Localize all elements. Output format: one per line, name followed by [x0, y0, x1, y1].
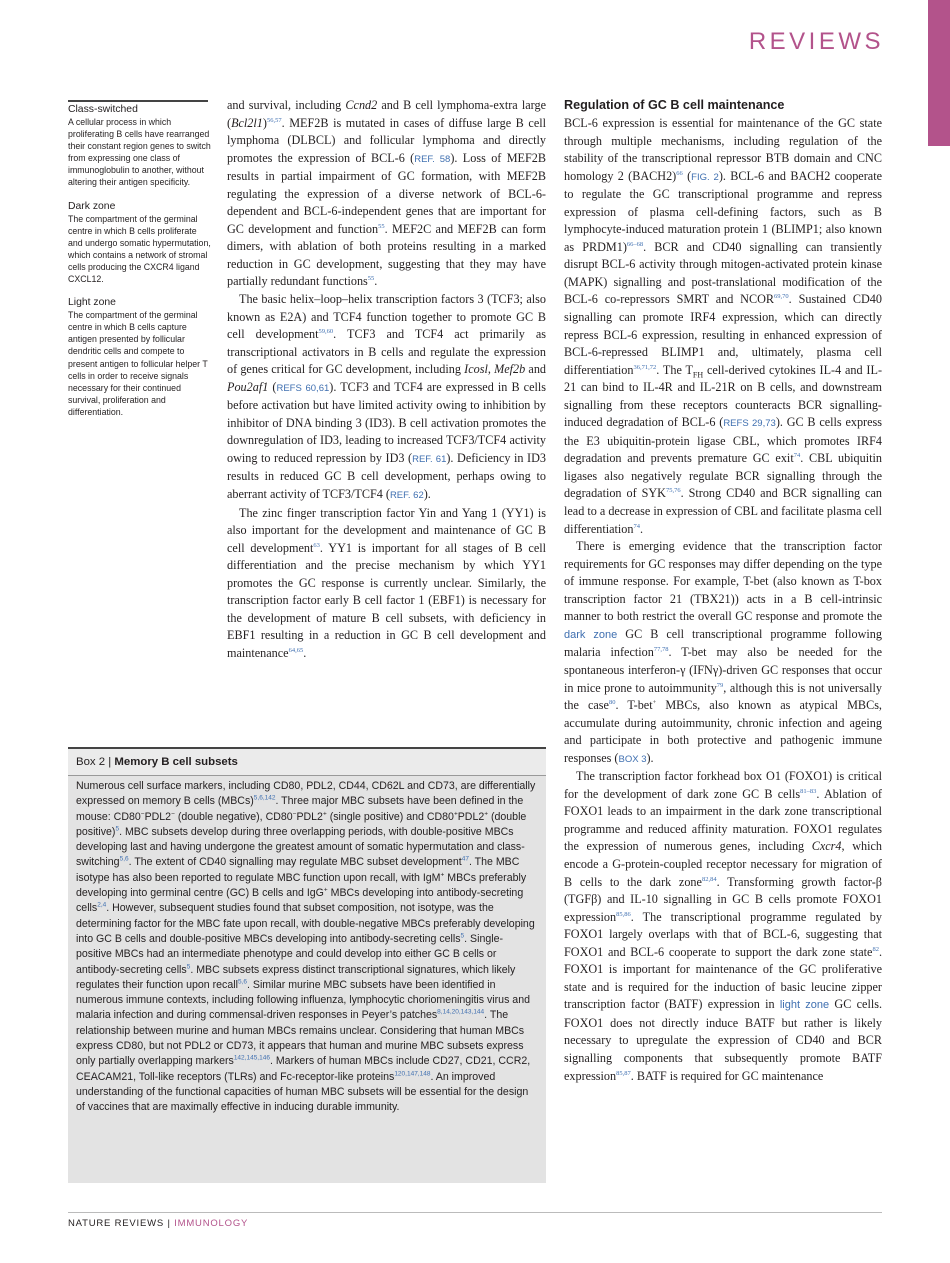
paragraph: The basic helix–loop–helix transcription factors 3 (TCF3; also known as E2A) and TCF4 function together to promote GC B cell development$^{59,60}$. TCF3 and TCF4 act primarily as transcriptional activators in B cells and regulate the expression of genes critical for GC development, including Icosl, Mef2b and Pou2af1 (REFS 60,61). TCF3 and TCF4 are expressed in B cells before activation but have limited activity owing to inhibition by inhibitor of DNA binding 3 (ID3). B cell activation promotes the downregulation of ID3, leading to increased TCF3/TCF4 activity owing to reduced repression by ID3 (REF. 61). Deficiency in ID3 results in reduced GC B cell development, perhaps owing to aberrant activity of TCF3/TCF4 (REF. 62).: [227, 292, 547, 502]
citation[interactable]: 74: [793, 452, 801, 460]
glossary-definition: The compartment of the germinal centre in which B cells proliferate and undergo somatic hypermutation, which contains a network of stromal cells producing the CXCR4 ligand CXCL12.: [68, 213, 211, 285]
section-header: REVIEWS: [748, 28, 884, 55]
ref-link[interactable]: REFS 60,61: [276, 382, 330, 394]
citation[interactable]: 55: [367, 275, 375, 283]
glossary-term: Dark zone: [68, 200, 116, 212]
citation[interactable]: 5: [460, 932, 465, 940]
citation[interactable]: 85,86: [616, 910, 631, 918]
ref-link[interactable]: REF. 61: [412, 453, 447, 465]
citation[interactable]: 2,4: [97, 901, 107, 909]
glossary-term: Class-switched: [68, 104, 138, 115]
box-2: [68, 747, 546, 1183]
box-2-title: Box 2 | Memory B cell subsets: [68, 747, 546, 776]
citation[interactable]: 55: [378, 222, 385, 230]
body-column-2: [564, 97, 882, 1085]
box-2-text: Numerous cell surface markers, including CD80, PDL2, CD44, CD62L and CD73, are differentially expressed on memory B cells (MBCs)$^{5,6,142}$. Three major MBC subsets have been defined in the mouse: CD80−PDL2− (double negative), CD80−PDL2+ (single positive) and CD80+PDL2+ (double positive)$^5$. MBC subsets develop during three overlapping periods, with double-positive MBCs developing last and having undergone the greatest amount of somatic hypermutation and class-switching$^{5,6}$. The extent of CD40 signalling may regulate MBC subset development$^{47}$. The MBC isotype has also been reported to regulate MBC function upon recall, with IgM+ MBCs preferably developing into germinal centre (GC) B cells and IgG+ MBCs developing into antibody-secreting cells$^{2,4}$. However, subsequent studies found that subset composition, not isotype, was the determining factor for the MBC fate upon recall, with double-negative MBCs preferably developing into GC B cells and double-positive MBCs developing into antibody-secreting cells$^5$. Single-positive MBCs had an intermediate phenotype and could develop into either GC B cells or antibody-secreting cells$^5$. MBC subsets express distinct transcriptional signatures, which likely regulates their function upon recall$^{5,6}$. Similar murine MBC subsets have been identified in numerous immune contexts, including following influenza, lymphocytic choriomeningitis virus and malaria infection and during commensal-driven responses in Peyer’s patches$^{8,14,20,143,144}$. The relationship between murine and human MBCs remains unclear. Considering that human MBCs express CD80, but not PDL2 or CD73, it appears that human and murine MBC subsets express only partially overlapping markers$^{142,145,146}$. Markers of human MBCs include CD27, CD21, CCR2, CEACAM21, Toll-like receptors (TLRs) and Fc-receptor-like proteins$^{120,147,148}$. An improved understanding of the functional capacities of human MBC subsets will be essential for the design of vaccines that are maximally effective in inducing durable immunity.: [76, 780, 536, 1114]
footer-subject: IMMUNOLOGY: [174, 1218, 249, 1229]
glossary-link[interactable]: dark zone: [564, 628, 618, 641]
citation[interactable]: 75,76: [665, 487, 681, 495]
citation[interactable]: 69,70: [774, 293, 789, 301]
footer-rule: [68, 1212, 882, 1213]
citation[interactable]: 66–68: [626, 240, 644, 248]
paragraph: BCL-6 expression is essential for maintenance of the GC state through multiple mechanisms, including regulation of the stability of the transcriptional repressor BTB domain and CNC homology 2 (BACH2)$^{66}$ (FIG. 2). BCL-6 and BACH2 cooperate to regulate the GC transcriptional programme and repress expression of plasma cell-defining factors, such as B lymphocyte-induced maturation protein 1 (BLIMP1; also known as PRDM1)$^{66-68}$. BCR and CD40 signalling can transiently disrupt BCL-6 activity through mitogen-activated protein kinase (MAPK) signalling and post-translational modification of the BCL-6 co-repressors SMRT and NCOR$^{69,70}$. Sustained CD40 signalling can promote IRF4 expression, which can directly repress BCL-6 expression, resulting in enhanced expression of BCL-6-repressed BLIMP1 and, ultimately, plasma cell differentiation$^{36,71,72}$. The $T_{FH}$ cell-derived cytokines IL-4 and IL-21 can bind to IL-4R and IL-21R on B cells, and downstream signalling from these receptors counteracts BCR signalling-induced degradation of BCL-6 (REFS 29,73). GC B cells express the E3 ubiquitin-protein ligase CBL, which promotes IRF4 degradation and prevents premature GC exit$^{74}$. CBL ubiquitin ligases also negatively regulate BCR signalling through the degradation of SYK$^{75,76}$. Strong CD40 and BCR signalling can lead to a decrease in expression of CBL and facilitate plasma cell differentiation$^{74}$.: [564, 116, 882, 536]
citation[interactable]: 5,6: [119, 855, 129, 863]
citation[interactable]: 74: [633, 522, 640, 530]
citation[interactable]: 5: [115, 825, 120, 833]
figure-link[interactable]: FIG. 2: [691, 171, 719, 183]
citation[interactable]: 79: [716, 681, 724, 689]
ref-link[interactable]: REF. 58: [414, 153, 451, 165]
superscript: +: [652, 698, 657, 706]
glossary-entry: [68, 104, 213, 189]
glossary-definition: A cellular process in which proliferating B cells have rearranged their constant region genes to switch from expressing one class of immunoglobulin to another, without altering their antigen specificity.: [68, 117, 211, 188]
citation[interactable]: 82: [872, 945, 879, 953]
citation[interactable]: 81–83: [800, 787, 817, 795]
citation[interactable]: 36,71,72: [633, 363, 657, 371]
paragraph: There is emerging evidence that the transcription factor requirements for GC responses may differ depending on the type of immune response. For example, T-bet (also known as T-box transcription factor 21 (TBX21)) acts in a B cell-intrinsic manner to both restrict the overall GC response and promote the dark zone GC B cell transcriptional programme following malaria infection$^{77,78}$. T-bet may also be needed for the spontaneous interferon-γ (IFNγ)-driven GC responses that occur in mice prone to autoimmunity$^{79}$, although this is not universally the case$^{80}$. T-bet+ MBCs, also known as atypical MBCs, accumulate during autoimmunity, chronic infection and ageing and participate in both protective and pathogenic immune responses (BOX 3).: [564, 539, 883, 765]
citation[interactable]: 77,78: [653, 646, 669, 654]
ref-link[interactable]: REFS 29,73: [723, 418, 776, 430]
section-side-tab: [928, 0, 950, 146]
glossary-top-rule: [68, 100, 208, 102]
ref-link[interactable]: REF. 62: [389, 490, 424, 502]
glossary-sidebar: [68, 104, 213, 430]
page-footer: NATURE REVIEWS | IMMUNOLOGY: [68, 1218, 249, 1229]
footer-journal: NATURE REVIEWS: [68, 1218, 165, 1229]
box-link[interactable]: BOX 3: [618, 753, 647, 765]
citation[interactable]: 85,87: [616, 1069, 631, 1077]
paragraph: and survival, including Ccnd2 and B cell lymphoma-extra large $(Bcl2l1)^{56,57}$. MEF2B is mutated in cases of diffuse large B cell lymphoma (DLBCL) and follicular lymphoma and directly promotes the expression of BCL-6 (REF. 58). Loss of MEF2B results in partial impairment of GC formation, with MEF2B regulating the expression of a diverse network of BCL-6-dependent and BCL-6-independent genes that are important for GC development and function$^{55}$. MEF2C and MEF2B can form dimers, with ablation of both proteins resulting in a marked reduction in GC development, suggesting that they may have partially redundant functions$^{55}$.: [227, 98, 547, 289]
citation[interactable]: 80: [608, 698, 616, 706]
paragraph: The transcription factor forkhead box O1 (FOXO1) is critical for the development of dark zone GC B cells$^{81-83}$. Ablation of FOXO1 leads to an impairment in the dark zone transcriptional programme and reduced affinity maturation. FOXO1 regulates the expression of numerous genes, including Cxcr4, which encode a G-protein-coupled receptor necessary for migration of B cells to the dark zone$^{82,84}$. Transforming growth factor-β (TGFβ) and IL-10 signalling in GC B cells promote FOXO1 expression$^{85,86}$. The transcriptional programme regulated by FOXO1 largely overlaps with that of BCL-6, suggesting that FOXO1 and BCL-6 cooperate to support the dark zone state$^{82}$. FOXO1 is important for maintenance of the GC proliferative state and is required for the induction of basic leucine zipper transcription factor (BATF) expression in light zone GC cells. FOXO1 does not directly induce BATF but rather is likely necessary to upregulate the expression of CD40 and BCR signalling components that subsequently promote BATF expression$^{85,87}$. BATF is required for GC maintenance: [564, 769, 883, 1083]
citation[interactable]: 66: [676, 169, 683, 177]
citation[interactable]: 64,65: [288, 646, 304, 654]
citation[interactable]: 120,147,148: [394, 1070, 431, 1078]
citation[interactable]: 56,57: [266, 116, 282, 124]
glossary-term: Light zone: [68, 297, 116, 309]
section-heading: Regulation of GC B cell maintenance: [564, 98, 785, 112]
glossary-definition: The compartment of the germinal centre in which B cells capture antigen presented by follicular dendritic cells and compete to present antigen to follicular helper T cells in order to receive signals necessary for their continued survival, proliferation and differentiation.: [68, 310, 208, 417]
paragraph: The zinc finger transcription factor Yin and Yang 1 (YY1) is also important for the development and maintenance of GC B cell development$^{63}$. YY1 is important for all stages of B cell differentiation and the precise mechanism by which YY1 promotes the GC response is currently unclear. Similarly, the transcription factor early B cell factor 1 (EBF1) is necessary for the development of mature B cell subsets, with deficiency in EBF1 resulting in a reduction in GC B cell development and maintenance$^{64,65}$.: [227, 505, 546, 660]
citation[interactable]: 63: [313, 541, 320, 549]
citation[interactable]: 5,6: [237, 978, 247, 986]
citation[interactable]: 5: [186, 963, 191, 971]
glossary-entry: [68, 297, 213, 418]
citation[interactable]: 59,60: [318, 328, 334, 336]
citation[interactable]: 8,14,20,143,144: [437, 1008, 485, 1016]
citation[interactable]: 5,6,142: [253, 794, 276, 802]
citation[interactable]: 82,84: [701, 875, 717, 883]
citation[interactable]: 142,145,146: [233, 1054, 270, 1062]
glossary-entry: [68, 201, 213, 286]
citation[interactable]: 47: [461, 855, 469, 863]
body-column-1: [227, 97, 546, 663]
glossary-link[interactable]: light zone: [779, 999, 830, 1012]
